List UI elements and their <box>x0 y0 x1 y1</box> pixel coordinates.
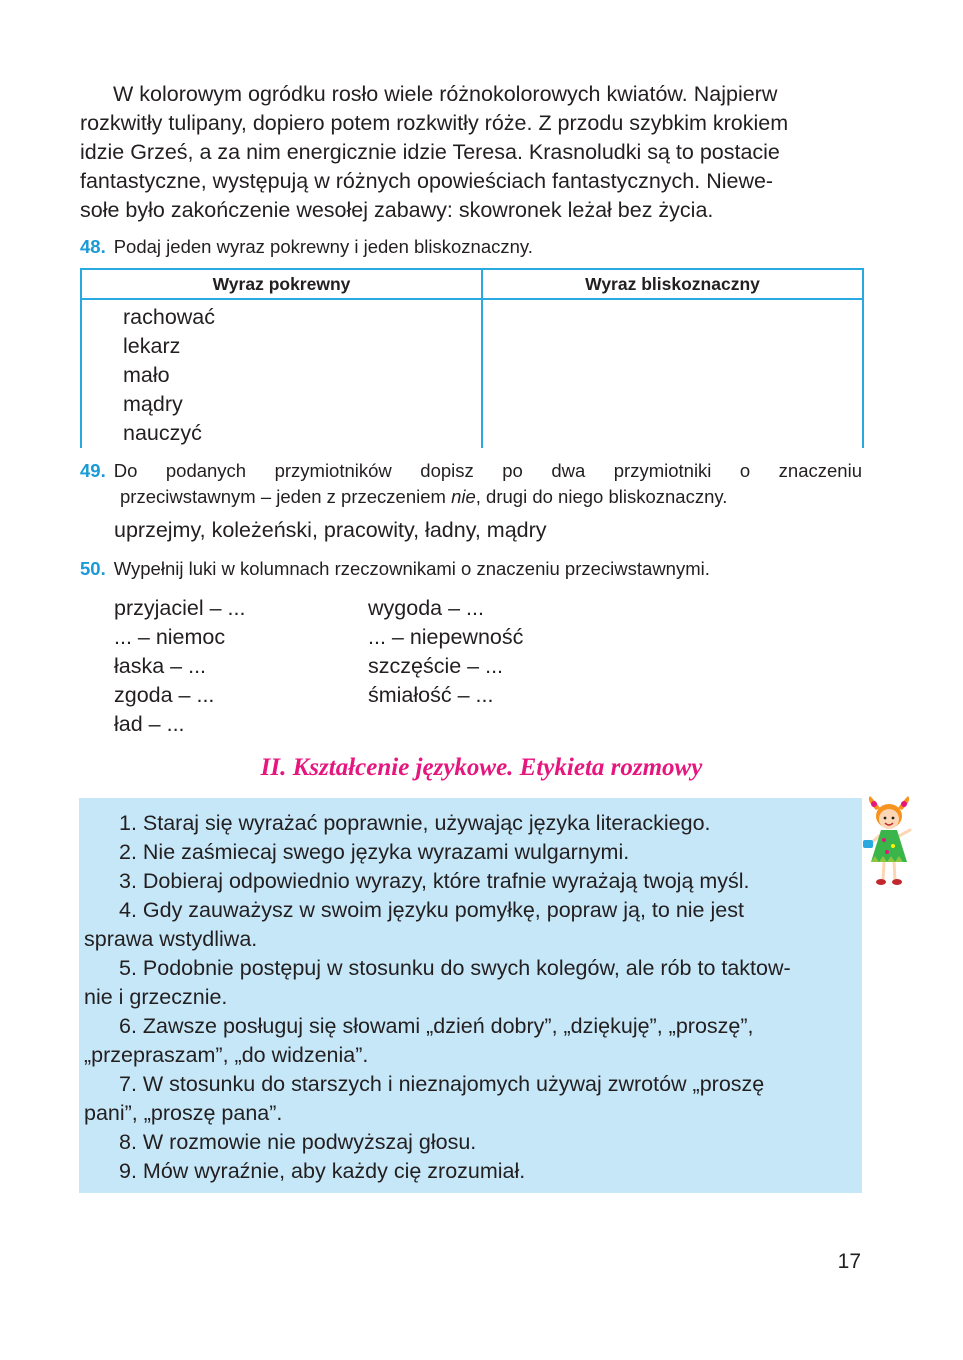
task-50 <box>80 557 862 581</box>
task-49 <box>80 459 862 483</box>
rule-line: 4. Gdy zauważysz w swoim języku pomyłkę, popraw ją, to nie jest <box>119 898 744 922</box>
list-item: śmiałość – ... <box>368 683 494 707</box>
rule-line: 3. Dobieraj odpowiednio wyrazy, które trafnie wyrażają twoją myśl. <box>119 869 750 893</box>
list-item: rachować <box>123 305 216 329</box>
task-number: 48. <box>80 236 106 257</box>
italic-word: nie <box>451 486 476 507</box>
adjectives-list: uprzejmy, koleżeński, pracowity, ładny, mądry <box>114 518 547 542</box>
task-instruction: Podaj jeden wyraz pokrewny i jeden bliskoznaczny. <box>113 236 533 257</box>
intro-paragraph <box>80 80 862 225</box>
rule-line: 2. Nie zaśmiecaj swego języka wyrazami wulgarnymi. <box>119 840 630 864</box>
word-list <box>82 300 481 448</box>
section-title: II. Kształcenie językowe. Etykieta rozmowy <box>260 754 703 781</box>
page-number: 17 <box>837 1250 861 1273</box>
list-item: mądry <box>123 392 183 416</box>
list-item: łaska – ... <box>114 654 207 678</box>
etiquette-rules-box <box>79 798 862 1193</box>
list-item: nauczyć <box>123 421 202 445</box>
list-item: ład – ... <box>114 712 185 736</box>
task-instruction: Do podanych przymiotników dopisz po dwa przymiotniki o znaczeniu <box>113 460 862 481</box>
task-number: 49. <box>80 460 106 481</box>
rule-line: 8. W rozmowie nie podwyższaj głosu. <box>119 1130 477 1154</box>
task-instruction-part: , drugi do niego bliskoznaczny. <box>475 486 728 507</box>
vocab-table <box>80 268 864 448</box>
list-item: wygoda – ... <box>368 596 484 620</box>
task-instruction-part: przeciwstawnym – jeden z przeczeniem <box>120 486 452 507</box>
rule-line: 7. W stosunku do starszych i nieznajomych używaj zwrotów „proszę <box>119 1072 765 1096</box>
list-item: mało <box>123 363 170 387</box>
intro-line: sołe było zakończenie wesołej zabawy: skowronek leżał bez życia. <box>80 198 714 222</box>
rule-line: pani”, „proszę pana”. <box>84 1101 283 1125</box>
etiquette-rules <box>84 809 855 1186</box>
related-word-cell <box>81 299 482 448</box>
rule-line: sprawa wstydliwa. <box>84 927 258 951</box>
list-item: ... – niemoc <box>114 625 226 649</box>
intro-line: W kolorowym ogródku rosło wiele różnokolorowych kwiatów. Najpierw <box>113 82 778 106</box>
antonym-column-right <box>368 594 523 710</box>
synonym-answer-cell[interactable] <box>482 299 863 448</box>
column-header-related-word: Wyraz pokrewny <box>81 269 482 299</box>
task-number: 50. <box>80 558 106 579</box>
intro-line: rozkwitły tulipany, dopiero potem rozkwitły róże. Z przodu szybkim krokiem <box>80 111 789 135</box>
girl-figure-icon <box>862 796 916 888</box>
table-header-row <box>81 269 863 299</box>
list-item: ... – niepewność <box>368 625 524 649</box>
table-row <box>81 299 863 448</box>
rule-line: nie i grzecznie. <box>84 985 228 1009</box>
intro-line: idzie Grześ, a za nim energicznie idzie Teresa. Krasnoludki są to postacie <box>80 140 780 164</box>
list-item: przyjaciel – ... <box>114 596 246 620</box>
rule-line: 9. Mów wyraźnie, aby każdy cię zrozumiał. <box>119 1159 526 1183</box>
list-item: zgoda – ... <box>114 683 215 707</box>
task-instruction: Wypełnij luki w kolumnach rzeczownikami o znaczeniu przeciwstawnymi. <box>113 558 710 579</box>
rule-line: 6. Zawsze posługuj się słowami „dzień dobry”, „dziękuję”, „proszę”, <box>119 1014 754 1038</box>
list-item: szczęście – ... <box>368 654 504 678</box>
rule-line: 1. Staraj się wyrażać poprawnie, używając języka literackiego. <box>119 811 711 835</box>
task-48 <box>80 235 862 259</box>
task-49-continuation <box>120 485 862 509</box>
antonym-column-left <box>114 594 245 739</box>
intro-line: fantastyczne, występują w różnych opowieściach fantastycznych. Niewe- <box>80 169 774 193</box>
rule-line: 5. Podobnie postępuj w stosunku do swych kolegów, ale rób to taktow- <box>119 956 791 980</box>
list-item: lekarz <box>123 334 181 358</box>
column-header-synonym: Wyraz bliskoznaczny <box>482 269 863 299</box>
rule-line: „przepraszam”, „do widzenia”. <box>84 1043 369 1067</box>
